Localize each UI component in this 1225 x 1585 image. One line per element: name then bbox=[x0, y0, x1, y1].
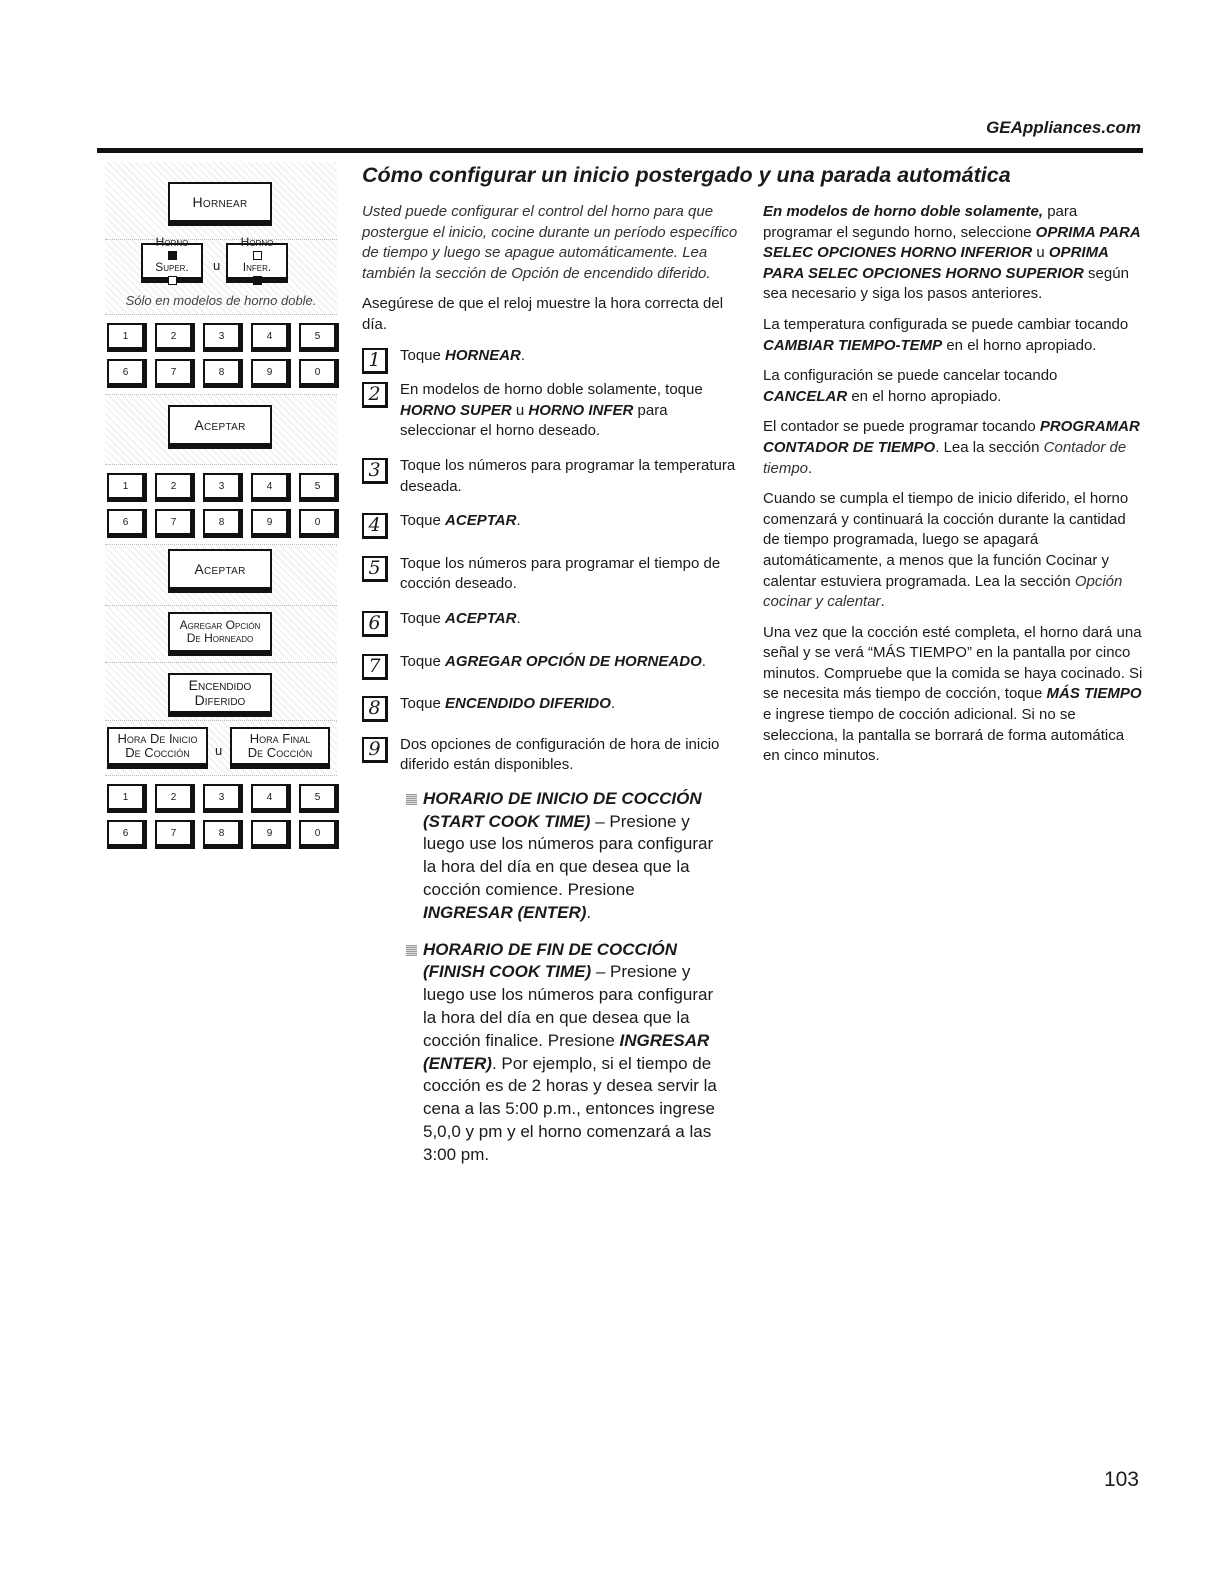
cancel-paragraph bbox=[763, 366, 1143, 407]
digit-key: 1 bbox=[107, 473, 147, 502]
filled-square-icon bbox=[253, 276, 262, 285]
step-number: 4 bbox=[362, 513, 388, 539]
horno-super-label-2: Super. bbox=[155, 260, 189, 274]
p6-key: MÁS TIEMPO bbox=[1046, 685, 1142, 703]
step-text: Toque bbox=[400, 695, 446, 713]
digit-key: 0 bbox=[299, 359, 339, 388]
instructions-column bbox=[362, 202, 740, 1181]
section-title: Cómo configurar un inicio postergado y una parada automática bbox=[362, 163, 1011, 187]
step-5 bbox=[362, 554, 740, 595]
bullet-end: . bbox=[586, 902, 592, 922]
p4-end: . bbox=[808, 459, 813, 477]
digit-key: 1 bbox=[107, 784, 147, 813]
digit-key: 5 bbox=[299, 323, 339, 352]
step-number: 7 bbox=[362, 654, 388, 680]
bullet-text: – Presione y luego use los números para configurar la hora del día en que desea que la cocción finalice. Presione bbox=[423, 962, 714, 1050]
digit-key: 2 bbox=[155, 784, 195, 813]
bullet-square-icon bbox=[406, 794, 417, 805]
step-4 bbox=[362, 511, 740, 537]
step-text: Toque los números para programar el tiempo de cocción deseado. bbox=[400, 554, 721, 593]
panel-section-hornear bbox=[105, 162, 337, 240]
hora-final-label-1: Hora Final bbox=[249, 731, 311, 747]
p1-bold: En modelos de horno doble solamente, bbox=[763, 203, 1044, 220]
p6-text: Una vez que la cocción esté completa, el horno dará una señal y se verá “MÁS TIEMPO” en la pantalla por cinco minutos. Compruebe que la comida se haya cocinado. Si se necesita más tiempo de cocción, toque bbox=[763, 623, 1143, 703]
p1-key-upper: OPRIMA PARA SELEC OPCIONES HORNO SUPERIOR bbox=[763, 244, 1109, 282]
cooking-complete-paragraph bbox=[763, 623, 1143, 767]
step-key: HORNEAR bbox=[445, 346, 521, 364]
step-7 bbox=[362, 652, 740, 677]
panel-section-aceptar-2 bbox=[105, 545, 337, 606]
bullet-square-icon bbox=[406, 945, 417, 956]
panel-section-keypad-3 bbox=[105, 776, 337, 856]
horno-infer-label-1: Horno bbox=[240, 234, 274, 249]
digit-key: 9 bbox=[251, 359, 291, 388]
hornear-key: Hornear bbox=[168, 182, 272, 226]
bullet-end: . Por ejemplo, si el tiempo de cocción es de 2 horas y desea servir la cena a las 5:00 p.m., entonces ingrese 5,0,0 y pm y el horno comenzará a las 3:00 pm. bbox=[423, 1053, 717, 1164]
or-label: u bbox=[213, 258, 221, 273]
step-key: ACEPTAR bbox=[445, 512, 517, 530]
step-end: . bbox=[516, 609, 521, 627]
or-label: u bbox=[215, 743, 223, 758]
bullet-finish-cook-time bbox=[400, 939, 720, 1167]
p1-text: para programar el segundo horno, seleccione bbox=[763, 203, 1078, 241]
step-number: 6 bbox=[362, 611, 388, 637]
digit-key: 0 bbox=[299, 820, 339, 849]
panel-section-keypad-2 bbox=[105, 465, 337, 545]
encendido-label-2: Diferido bbox=[194, 692, 246, 708]
digit-key: 7 bbox=[155, 820, 195, 849]
step-end: . bbox=[520, 346, 526, 364]
step-text: Toque bbox=[400, 346, 446, 364]
p4-ref: Contador de tiempo bbox=[763, 438, 1127, 477]
bullet-start-cook-time bbox=[400, 788, 720, 925]
step-end: . bbox=[701, 652, 706, 670]
aceptar-key: Aceptar bbox=[168, 405, 272, 449]
step-number: 2 bbox=[362, 382, 388, 408]
step-2 bbox=[362, 380, 740, 442]
agregar-label-2: De Horneado bbox=[186, 631, 254, 645]
bullet-heading: HORARIO DE INICIO DE COCCIÓN (START COOK TIME) bbox=[423, 788, 702, 831]
bullet-text: – Presione y luego use los números para configurar la hora del día en que desea que la cocción comience. Presione bbox=[423, 811, 714, 900]
step-1 bbox=[362, 346, 740, 371]
panel-section-aceptar-1 bbox=[105, 395, 337, 465]
step-mid: u bbox=[511, 401, 529, 419]
step-text: Toque bbox=[400, 652, 446, 670]
page-number: 103 bbox=[1103, 1468, 1139, 1491]
step-key: ACEPTAR bbox=[445, 609, 517, 627]
site-url: GEAppliances.com bbox=[986, 118, 1141, 137]
step-key: AGREGAR OPCIÓN DE HORNEADO bbox=[445, 652, 702, 670]
hora-final-key bbox=[230, 727, 330, 769]
panel-section-agregar bbox=[105, 606, 337, 663]
temp-change-paragraph bbox=[763, 315, 1143, 356]
intro-paragraph: Usted puede configurar el control del horno para que postergue el inicio, cocine durante un período específico de tiempo y luego se apague automáticamente. Lea también la sección de Opción de encendido diferido. bbox=[362, 203, 738, 282]
digit-key: 2 bbox=[155, 473, 195, 502]
step-3 bbox=[362, 456, 740, 497]
keypad-2 bbox=[107, 473, 339, 538]
filled-square-icon bbox=[168, 251, 177, 260]
horno-super-label-1: Horno bbox=[155, 234, 189, 249]
digit-key: 4 bbox=[251, 323, 291, 352]
p5-end: . bbox=[880, 593, 885, 611]
digit-key: 7 bbox=[155, 509, 195, 538]
step-8 bbox=[362, 694, 740, 720]
empty-square-icon bbox=[253, 251, 262, 260]
p2-text: La temperatura configurada se puede cambiar tocando bbox=[763, 315, 1129, 333]
step-key: HORNO SUPER bbox=[400, 401, 512, 419]
hora-inicio-label-2: De Cocción bbox=[125, 745, 190, 760]
digit-key: 6 bbox=[107, 509, 147, 538]
step-number: 3 bbox=[362, 458, 388, 484]
p4-text-2: . Lea la sección bbox=[935, 438, 1044, 456]
digit-key: 2 bbox=[155, 323, 195, 352]
notes-column bbox=[763, 202, 1143, 777]
p3-key: CANCELAR bbox=[763, 387, 848, 405]
digit-key: 8 bbox=[203, 820, 243, 849]
digit-key: 4 bbox=[251, 784, 291, 813]
timer-paragraph bbox=[763, 417, 1143, 479]
digit-key: 9 bbox=[251, 509, 291, 538]
horno-infer-label-2: Infer. bbox=[242, 260, 272, 274]
step-number: 9 bbox=[362, 737, 388, 763]
hora-inicio-key bbox=[107, 727, 208, 769]
encendido-diferido-key bbox=[168, 673, 272, 717]
step-end: para seleccionar el horno deseado. bbox=[400, 401, 668, 440]
digit-key: 0 bbox=[299, 509, 339, 538]
digit-key: 8 bbox=[203, 359, 243, 388]
step-text: Dos opciones de configuración de hora de inicio diferido están disponibles. bbox=[400, 735, 720, 774]
digit-key: 3 bbox=[203, 473, 243, 502]
empty-square-icon bbox=[168, 276, 177, 285]
step-text: Toque bbox=[400, 512, 446, 530]
encendido-label-1: Encendido bbox=[188, 677, 252, 694]
panel-section-encendido bbox=[105, 663, 337, 721]
bullet-key: INGRESAR (ENTER) bbox=[423, 1030, 710, 1073]
delay-start-paragraph bbox=[763, 489, 1143, 613]
p4-key: PROGRAMAR CONTADOR DE TIEMPO bbox=[763, 418, 1140, 456]
step-end: . bbox=[516, 512, 521, 530]
digit-key: 7 bbox=[155, 359, 195, 388]
digit-key: 8 bbox=[203, 509, 243, 538]
keypad-3 bbox=[107, 784, 339, 849]
agregar-label-1: Agregar Opción bbox=[179, 618, 261, 633]
p5-text: Cuando se cumpla el tiempo de inicio diferido, el horno comenzará y continuará la cocción durante la cantidad de tiempo programada, luego se apagará automáticamente, a menos que la función Cocinar y calentar estuviera programada. Lea la sección bbox=[763, 490, 1129, 590]
digit-key: 4 bbox=[251, 473, 291, 502]
digit-key: 3 bbox=[203, 784, 243, 813]
control-panel-illustration bbox=[105, 162, 337, 856]
p1-text-3: según sea necesario y siga los pasos anteriores. bbox=[763, 264, 1129, 303]
step-text: Toque los números para programar la temperatura deseada. bbox=[400, 456, 736, 495]
p2-key: CAMBIAR TIEMPO-TEMP bbox=[763, 336, 943, 354]
digit-key: 6 bbox=[107, 820, 147, 849]
header-rule bbox=[97, 148, 1143, 153]
step-6 bbox=[362, 609, 740, 635]
panel-section-keypad-1 bbox=[105, 315, 337, 395]
p5-ref: Opción cocinar y calentar bbox=[763, 572, 1123, 611]
panel-section-hora bbox=[105, 721, 337, 776]
keypad-1 bbox=[107, 323, 339, 388]
digit-key: 5 bbox=[299, 784, 339, 813]
horno-super-key bbox=[141, 234, 203, 283]
digit-key: 1 bbox=[107, 323, 147, 352]
p1-key-lower: OPRIMA PARA SELEC OPCIONES HORNO INFERIOR bbox=[763, 223, 1141, 262]
double-oven-note: Sólo en modelos de horno doble. bbox=[125, 293, 317, 308]
p1-text-2: u bbox=[1032, 244, 1049, 262]
digit-key: 9 bbox=[251, 820, 291, 849]
step-number: 1 bbox=[362, 348, 388, 374]
step-end: . bbox=[610, 695, 616, 713]
step-number: 5 bbox=[362, 556, 388, 582]
p6-text-2: e ingrese tiempo de cocción adicional. Si no se selecciona, la pantalla se borrará de forma automática en cinco minutos. bbox=[763, 706, 1125, 765]
step-text: En modelos de horno doble solamente, toque bbox=[400, 381, 703, 399]
bullet-key: INGRESAR (ENTER) bbox=[423, 902, 587, 922]
digit-key: 6 bbox=[107, 359, 147, 388]
p2-text-2: en el horno apropiado. bbox=[942, 336, 1097, 354]
bullet-heading: HORARIO DE FIN DE COCCIÓN (FINISH COOK TIME) bbox=[423, 939, 678, 982]
digit-key: 3 bbox=[203, 323, 243, 352]
step-text: Toque bbox=[400, 609, 446, 627]
p3-text-2: en el horno apropiado. bbox=[847, 387, 1002, 405]
hora-final-label-2: De Cocción bbox=[247, 745, 313, 760]
agregar-opcion-key bbox=[168, 612, 272, 656]
aceptar-key: Aceptar bbox=[168, 549, 272, 593]
step-key: HORNO INFER bbox=[528, 401, 634, 419]
step-number: 8 bbox=[362, 696, 388, 722]
horno-infer-key bbox=[226, 234, 288, 283]
hora-inicio-label-1: Hora De Inicio bbox=[117, 731, 198, 747]
step-9 bbox=[362, 735, 740, 776]
clock-paragraph: Asegúrese de que el reloj muestre la hora correcta del día. bbox=[362, 295, 724, 333]
p4-text: El contador se puede programar tocando bbox=[763, 418, 1040, 436]
step-key: ENCENDIDO DIFERIDO bbox=[445, 695, 611, 713]
digit-key: 5 bbox=[299, 473, 339, 502]
p3-text: La configuración se puede cancelar tocando bbox=[763, 367, 1058, 385]
double-oven-paragraph bbox=[763, 202, 1143, 305]
panel-section-oven-select bbox=[105, 234, 337, 315]
